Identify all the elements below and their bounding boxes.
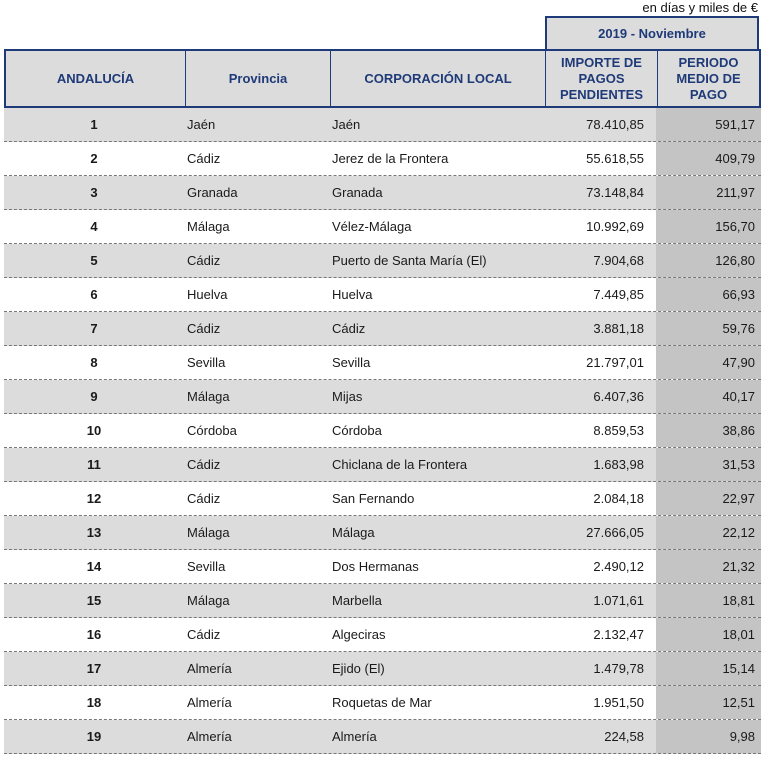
table-row [4, 720, 761, 754]
rank-cell: 19 [86, 729, 102, 744]
table-row [4, 278, 761, 312]
table-row [4, 482, 761, 516]
table-row [4, 176, 761, 210]
importe-cell: 78.410,85 [586, 117, 644, 132]
table-header [4, 49, 761, 108]
unit-note: en días y miles de € [642, 0, 758, 15]
periodo-medio-pago-cell: 21,32 [656, 550, 761, 583]
provincia-cell: Cádiz [187, 491, 221, 506]
provincia-cell: Almería [187, 695, 232, 710]
provincia-cell: Almería [187, 661, 232, 676]
corporacion-cell: Mijas [332, 389, 363, 404]
importe-cell: 2.084,18 [593, 491, 644, 506]
rank-cell: 13 [86, 525, 102, 540]
header-corporacion-local: CORPORACIÓN LOCAL [331, 51, 546, 106]
provincia-cell: Cádiz [187, 253, 221, 268]
rank-cell: 2 [90, 151, 98, 166]
periodo-medio-pago-cell: 38,86 [656, 414, 761, 447]
importe-cell: 10.992,69 [586, 219, 644, 234]
periodo-medio-pago-cell: 31,53 [656, 448, 761, 481]
provincia-cell: Málaga [187, 525, 230, 540]
corporacion-cell: Puerto de Santa María (El) [332, 253, 487, 268]
corporacion-cell: Córdoba [332, 423, 382, 438]
rank-cell: 11 [87, 457, 101, 472]
importe-cell: 21.797,01 [586, 355, 644, 370]
importe-cell: 1.683,98 [593, 457, 644, 472]
rank-cell: 17 [86, 661, 102, 676]
provincia-cell: Jaén [187, 117, 216, 132]
periodo-medio-pago-cell: 66,93 [656, 278, 761, 311]
importe-cell: 1.479,78 [593, 661, 644, 676]
corporacion-cell: Huelva [332, 287, 373, 302]
table-row [4, 108, 761, 142]
periodo-medio-pago-cell: 22,97 [656, 482, 761, 515]
corporacion-cell: Cádiz [332, 321, 366, 336]
importe-cell: 2.132,47 [593, 627, 644, 642]
importe-cell: 7.904,68 [593, 253, 644, 268]
periodo-medio-pago-cell: 409,79 [656, 142, 761, 175]
table-row [4, 516, 761, 550]
importe-cell: 27.666,05 [586, 525, 644, 540]
corporacion-cell: Dos Hermanas [332, 559, 419, 574]
provincia-cell: Córdoba [187, 423, 237, 438]
table-row [4, 550, 761, 584]
periodo-medio-pago-cell: 591,17 [656, 108, 761, 141]
provincia-cell: Sevilla [187, 355, 226, 370]
importe-cell: 1.071,61 [593, 593, 644, 608]
rank-cell: 7 [90, 321, 98, 336]
importe-cell: 8.859,53 [593, 423, 644, 438]
table-row [4, 652, 761, 686]
table-row [4, 380, 761, 414]
corporacion-cell: Jerez de la Frontera [332, 151, 449, 166]
rank-cell: 18 [86, 695, 102, 710]
corporacion-cell: Marbella [332, 593, 382, 608]
corporacion-cell: San Fernando [332, 491, 415, 506]
importe-cell: 1.951,50 [593, 695, 644, 710]
table-row [4, 414, 761, 448]
table-row [4, 210, 761, 244]
provincia-cell: Cádiz [187, 151, 221, 166]
importe-cell: 224,58 [604, 729, 644, 744]
corporacion-cell: Roquetas de Mar [332, 695, 432, 710]
table-row [4, 142, 761, 176]
rank-cell: 16 [86, 627, 102, 642]
periodo-medio-pago-cell: 59,76 [656, 312, 761, 345]
rank-cell: 10 [86, 423, 102, 438]
corporacion-cell: Sevilla [332, 355, 371, 370]
corporacion-cell: Ejido (El) [332, 661, 385, 676]
rank-cell: 1 [90, 117, 98, 132]
importe-cell: 7.449,85 [593, 287, 644, 302]
provincia-cell: Cádiz [187, 457, 221, 472]
header-provincia: Provincia [186, 51, 331, 106]
provincia-cell: Málaga [187, 219, 230, 234]
provincia-cell: Granada [187, 185, 238, 200]
provincia-cell: Almería [187, 729, 232, 744]
periodo-medio-pago-cell: 22,12 [656, 516, 761, 549]
provincia-cell: Cádiz [187, 627, 221, 642]
rank-cell: 9 [90, 389, 98, 404]
corporacion-cell: Jaén [332, 117, 361, 132]
corporacion-cell: Almería [332, 729, 377, 744]
header-andalucia: ANDALUCÍA [6, 51, 186, 106]
rank-cell: 4 [90, 219, 98, 234]
corporacion-cell: Granada [332, 185, 383, 200]
rank-cell: 3 [90, 185, 98, 200]
corporacion-cell: Chiclana de la Frontera [332, 457, 468, 472]
periodo-medio-pago-cell: 9,98 [656, 720, 761, 753]
periodo-medio-pago-cell: 211,97 [656, 176, 761, 209]
periodo-medio-pago-cell: 156,70 [656, 210, 761, 243]
periodo-medio-pago-cell: 18,81 [656, 584, 761, 617]
table-row [4, 686, 761, 720]
provincia-cell: Málaga [187, 389, 230, 404]
importe-cell: 2.490,12 [593, 559, 644, 574]
period-header: 2019 - Noviembre [545, 16, 759, 49]
periodo-medio-pago-cell: 15,14 [656, 652, 761, 685]
corporacion-cell: Málaga [332, 525, 375, 540]
table-row [4, 312, 761, 346]
rank-cell: 15 [86, 593, 102, 608]
importe-cell: 3.881,18 [593, 321, 644, 336]
corporacion-cell: Algeciras [332, 627, 386, 642]
periodo-medio-pago-cell: 47,90 [656, 346, 761, 379]
provincia-cell: Málaga [187, 593, 230, 608]
provincia-cell: Huelva [187, 287, 228, 302]
provincia-cell: Cádiz [187, 321, 221, 336]
rank-cell: 6 [90, 287, 98, 302]
periodo-medio-pago-cell: 40,17 [656, 380, 761, 413]
header-periodo-medio-pago: PERIODO MEDIO DE PAGO [676, 54, 741, 102]
header-importe-pagos-pendientes: IMPORTE DE PAGOS PENDIENTES [546, 51, 658, 106]
importe-cell: 55.618,55 [586, 151, 644, 166]
table-row [4, 346, 761, 380]
corporacion-cell: Vélez-Málaga [332, 219, 412, 234]
table-row [4, 244, 761, 278]
table-body [4, 108, 761, 754]
periodo-medio-pago-cell: 12,51 [656, 686, 761, 719]
rank-cell: 5 [90, 253, 98, 268]
table-row [4, 618, 761, 652]
periodo-medio-pago-cell: 18,01 [656, 618, 761, 651]
rank-cell: 12 [86, 491, 102, 506]
table-row [4, 448, 761, 482]
table-row [4, 584, 761, 618]
importe-cell: 6.407,36 [593, 389, 644, 404]
provincia-cell: Sevilla [187, 559, 226, 574]
rank-cell: 14 [86, 559, 102, 574]
rank-cell: 8 [90, 355, 98, 370]
importe-cell: 73.148,84 [586, 185, 644, 200]
periodo-medio-pago-cell: 126,80 [656, 244, 761, 277]
